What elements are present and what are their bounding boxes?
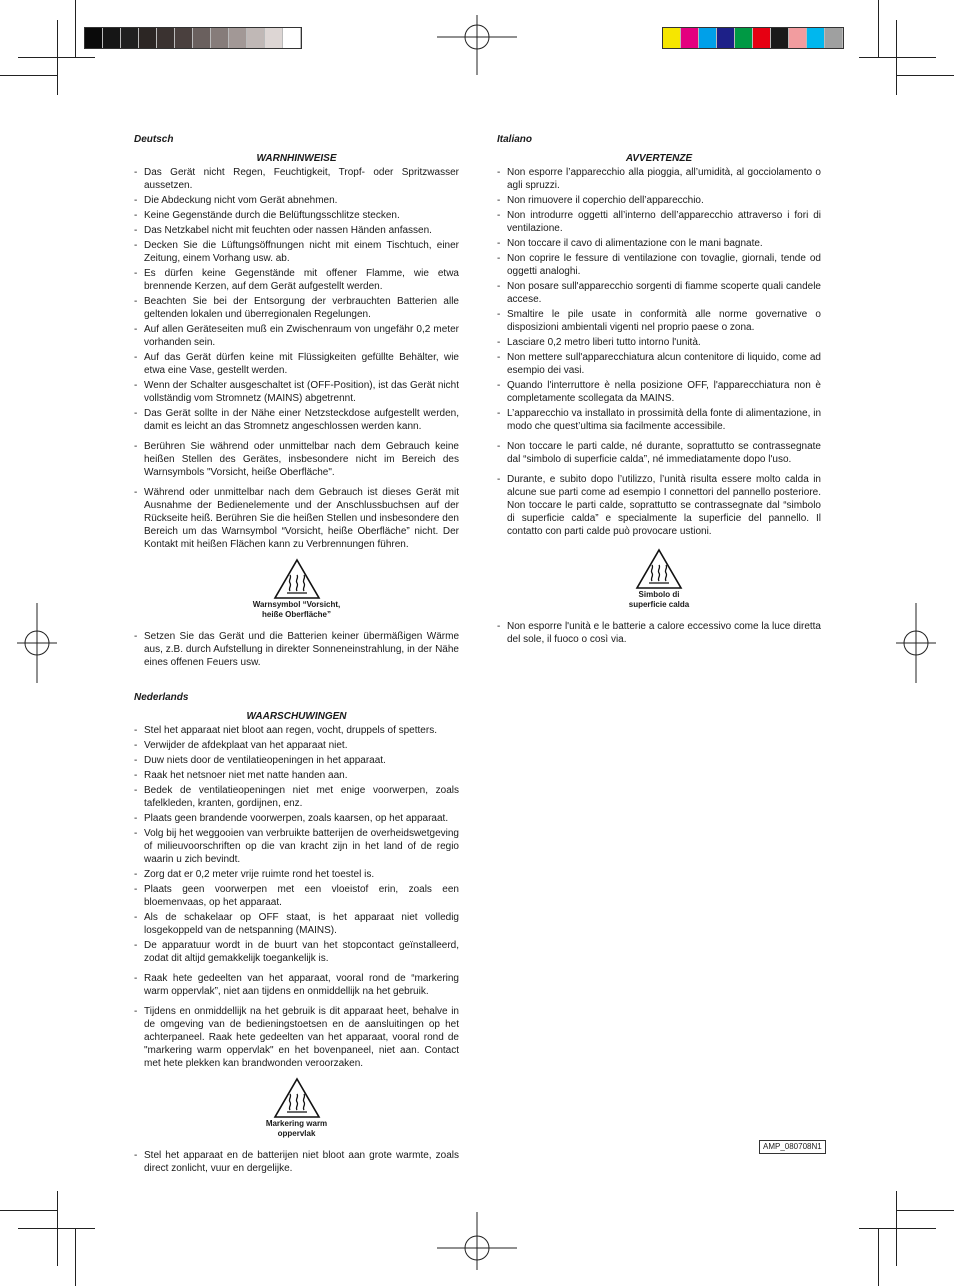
warning-item: - Während oder unmittelbar nach dem Gebrauch ist dieses Gerät mit Ausnahme der Bedienelemente und der Anschlussbuchsen auf der Rückseite heiß. Berühren Sie die heißen Stellen und insbesondere den Bereich um das Warnsymbol “Vorsicht, heiße Oberfläche” nicht. Der Kontakt mit heißen Flächen kann zu Verbrennungen führen. xyxy=(134,486,459,551)
color-swatch xyxy=(735,28,753,48)
color-swatch xyxy=(211,28,229,48)
warning-item: - Non rimuovere il coperchio dell’apparecchio. xyxy=(497,194,821,207)
color-swatch xyxy=(265,28,283,48)
warning-list-dutch xyxy=(134,724,459,1070)
warning-list-dutch-extra xyxy=(134,1149,459,1175)
symbol-caption-italian: Simbolo di superficie calda xyxy=(628,590,690,609)
warnings-heading-dutch: WAARSCHUWINGEN xyxy=(246,711,347,722)
color-swatch xyxy=(789,28,807,48)
warning-item: - Durante, e subito dopo l’utilizzo, l’unità risulta essere molto calda in alcune sue parti come ad esempio I connettori del pannello posteriore. Non toccare le parti calde, soprattutto se contrassegnate dal “simbolo di superficie calda” e specialmente la superficie del pannello. Il contatto con parti calde può provocare ustioni. xyxy=(497,473,821,538)
warning-item: - Decken Sie die Lüftungsöffnungen nicht mit einem Tischtuch, einer Zeitung, einem Vorhang usw. ab. xyxy=(134,239,459,265)
warning-item: - Non posare sull'apparecchio sorgenti di fiamme scoperte quali candele accese. xyxy=(497,280,821,306)
warning-item: - Wenn der Schalter ausgeschaltet ist (OFF-Position), ist das Gerät nicht vollständig vom Stromnetz (MAINS) abgetrennt. xyxy=(134,379,459,405)
italian-section xyxy=(497,133,821,646)
color-swatch xyxy=(85,28,103,48)
color-swatch xyxy=(193,28,211,48)
warning-item: - Beachten Sie bei der Entsorgung der verbrauchten Batterien alle geltenden lokalen und überregionalen Regelungen. xyxy=(134,295,459,321)
warning-item: - Das Gerät sollte in der Nähe einer Netzsteckdose aufgestellt werden, damit es leicht an das Stromnetz angeschlossen werden kann. xyxy=(134,407,459,433)
color-swatch xyxy=(103,28,121,48)
warning-list-italian xyxy=(497,166,821,538)
warning-item: - Smaltire le pile usate in conformità alle norme governative o disposizioni ambientali vigenti nel proprio paese o zona. xyxy=(497,308,821,334)
language-title-dutch: Nederlands xyxy=(134,692,189,703)
warning-item: - Berühren Sie während oder unmittelbar nach dem Gebrauch keine heißen Stellen des Gerätes, insbesondere nicht im Bereich des Warnsymbols "Vorsicht, heiße Oberfläche". xyxy=(134,440,459,479)
warning-item: - Non toccare le parti calde, né durante, soprattutto se contrassegnate dal “simbolo di superficie calda”, né immediatamente dopo l'uso. xyxy=(497,440,821,466)
color-swatch xyxy=(139,28,157,48)
color-swatch xyxy=(681,28,699,48)
color-swatch xyxy=(699,28,717,48)
language-title-german: Deutsch xyxy=(134,134,174,145)
symbol-caption-german: Warnsymbol “Vorsicht, heiße Oberfläche” xyxy=(252,600,341,619)
warning-item: - Non toccare il cavo di alimentazione con le mani bagnate. xyxy=(497,237,821,250)
language-title-italian: Italiano xyxy=(497,134,533,145)
color-swatch xyxy=(663,28,681,48)
warning-item: - Stel het apparaat niet bloot aan regen, vocht, druppels of spetters. xyxy=(134,724,459,737)
warning-list-german-extra xyxy=(134,630,459,669)
warning-item: - Non esporre l’apparecchio alla pioggia, all’umidità, al gocciolamento o agli spruzzi. xyxy=(497,166,821,192)
hot-surface-symbol-german xyxy=(134,558,459,620)
german-section xyxy=(134,133,459,669)
warning-item: - Keine Gegenstände durch die Belüftungsschlitze stecken. xyxy=(134,209,459,222)
color-swatch xyxy=(175,28,193,48)
warning-item: - Lasciare 0,2 metro liberi tutto intorno l'unità. xyxy=(497,336,821,349)
warning-item: - Non introdurre oggetti all’interno dell’apparecchio attraverso i fori di ventilazione. xyxy=(497,209,821,235)
warning-item: - Setzen Sie das Gerät und die Batterien keiner übermäßigen Wärme aus, z.B. durch Aufstellung in direkter Sonneneinstrahlung, in der Nähe eines offenen Feuers usw. xyxy=(134,630,459,669)
warning-item: - Als de schakelaar op OFF staat, is het apparaat niet volledig losgekoppeld van de netspanning (MAINS). xyxy=(134,911,459,937)
warning-list-italian-extra xyxy=(497,620,821,646)
warning-item: - Non esporre l'unità e le batterie a calore eccessivo come la luce diretta del sole, il fuoco o così via. xyxy=(497,620,821,646)
color-swatch xyxy=(121,28,139,48)
color-swatch xyxy=(825,28,843,48)
hot-surface-warning-icon xyxy=(273,1077,321,1119)
warning-item: - Das Gerät nicht Regen, Feuchtigkeit, Tropf- oder Spritzwasser aussetzen. xyxy=(134,166,459,192)
warnings-heading-italian: AVVERTENZE xyxy=(625,153,693,164)
warning-item: - Non mettere sull'apparecchiatura alcun contenitore di liquido, come ad esempio dei vasi. xyxy=(497,351,821,377)
warning-item: - Non coprire le fessure di ventilazione con tovaglie, giornali, tende od oggetti analoghi. xyxy=(497,252,821,278)
color-swatch xyxy=(157,28,175,48)
color-swatch xyxy=(283,28,301,48)
warning-item: - Die Abdeckung nicht vom Gerät abnehmen. xyxy=(134,194,459,207)
color-swatch xyxy=(717,28,735,48)
warning-item: - Plaats geen voorwerpen met een vloeistof erin, zoals een bloemenvaas, op het apparaat. xyxy=(134,883,459,909)
warning-list-german xyxy=(134,166,459,551)
warning-item: - Volg bij het weggooien van verbruikte batterijen de overheidswetgeving of milieuvoorschriften op die van kracht zijn in het land of de regio waarin u zich bevindt. xyxy=(134,827,459,866)
warning-item: - Duw niets door de ventilatieopeningen in het apparaat. xyxy=(134,754,459,767)
color-swatch xyxy=(247,28,265,48)
warning-item: - Auf das Gerät dürfen keine mit Flüssigkeiten gefüllte Behälter, wie etwa eine Vase, gestellt werden. xyxy=(134,351,459,377)
hot-surface-warning-icon xyxy=(273,558,321,600)
hot-surface-symbol-dutch xyxy=(134,1077,459,1139)
hot-surface-symbol-italian xyxy=(497,548,821,610)
warning-item: - Bedek de ventilatieopeningen niet met enige voorwerpen, zoals tafelkleden, kranten, gordijnen, enz. xyxy=(134,784,459,810)
dutch-section xyxy=(134,691,459,1175)
hot-surface-warning-icon xyxy=(635,548,683,590)
color-swatch xyxy=(753,28,771,48)
warning-item: - Plaats geen brandende voorwerpen, zoals kaarsen, op het apparaat. xyxy=(134,812,459,825)
color-calibration-bar xyxy=(662,27,844,49)
warning-item: - De apparatuur wordt in de buurt van het stopcontact geïnstalleerd, zodat dit altijd gemakkelijk toegankelijk is. xyxy=(134,939,459,965)
warning-item: - Auf allen Geräteseiten muß ein Zwischenraum von ungefähr 0,2 meter vorhanden sein. xyxy=(134,323,459,349)
symbol-caption-dutch: Markering warm oppervlak xyxy=(265,1119,328,1138)
left-column xyxy=(134,133,459,1177)
warning-item: - Zorg dat er 0,2 meter vrije ruimte rond het toestel is. xyxy=(134,868,459,881)
warning-item: - Das Netzkabel nicht mit feuchten oder nassen Händen anfassen. xyxy=(134,224,459,237)
grayscale-color-bar xyxy=(84,27,302,49)
color-swatch xyxy=(807,28,825,48)
warning-item: - Tijdens en onmiddellijk na het gebruik is dit apparaat heet, behalve in de omgeving van de bedieningstoetsen en de aansluitingen op het achterpaneel. Raak hete gedeelten van het apparaat, vooral rond de "markering warm oppervlak" en het bovenpaneel, niet aan. Contact met hete plekken kan brandwonden veroorzaken. xyxy=(134,1005,459,1070)
right-column xyxy=(497,133,821,648)
color-swatch xyxy=(771,28,789,48)
warning-item: - Quando l'interruttore è nella posizione OFF, l'apparecchiatura non è completamente scollegata da MAINS. xyxy=(497,379,821,405)
color-swatch xyxy=(229,28,247,48)
warning-item: - Es dürfen keine Gegenstände mit offener Flamme, wie etwa brennende Kerzen, auf dem Gerät aufgestellt werden. xyxy=(134,267,459,293)
warning-item: - Raak hete gedeelten van het apparaat, vooral rond de “markering warm oppervlak”, niet aan tijdens en onmiddellijk na het gebruik. xyxy=(134,972,459,998)
document-code: AMP_080708N1 xyxy=(759,1140,826,1154)
warning-item: - Stel het apparaat en de batterijen niet bloot aan grote warmte, zoals direct zonlicht, vuur en dergelijke. xyxy=(134,1149,459,1175)
warning-item: - L’apparecchio va installato in prossimità della fonte di alimentazione, in modo che quest’ultima sia facilmente accessibile. xyxy=(497,407,821,433)
warning-item: - Verwijder de afdekplaat van het apparaat niet. xyxy=(134,739,459,752)
warning-item: - Raak het netsnoer niet met natte handen aan. xyxy=(134,769,459,782)
warnings-heading-german: WARNHINWEISE xyxy=(256,153,337,164)
